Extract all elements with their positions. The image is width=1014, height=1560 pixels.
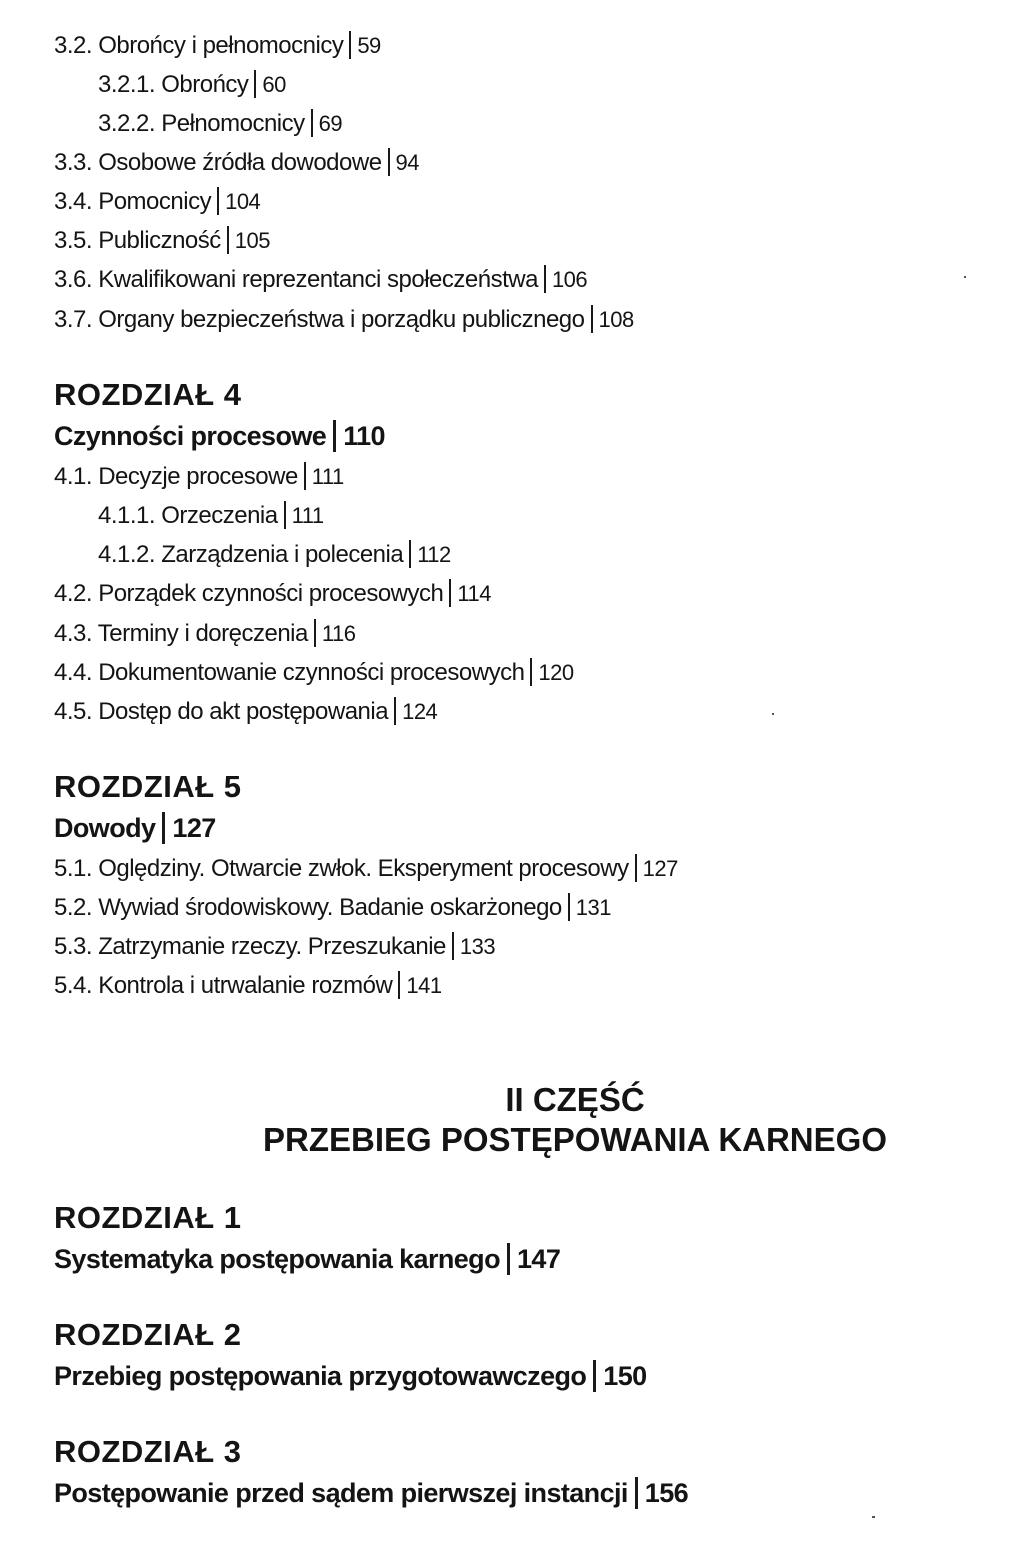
entry-label: 5.1. Oględziny. Otwarcie zwłok. Eksperyment procesowy bbox=[54, 855, 629, 882]
toc-entry bbox=[54, 305, 634, 334]
chapter-page: 147 bbox=[516, 1244, 561, 1274]
entry-label: 3.3. Osobowe źródła dowodowe bbox=[54, 149, 382, 176]
entry-page: 141 bbox=[406, 973, 442, 998]
chapter-title bbox=[54, 420, 385, 452]
toc-entry bbox=[54, 971, 442, 1000]
entry-label: 3.5. Publiczność bbox=[54, 227, 221, 254]
chapter-page: 156 bbox=[644, 1478, 689, 1508]
entry-page: 112 bbox=[417, 542, 451, 567]
separator-bar bbox=[227, 226, 229, 254]
entry-label: 3.4. Pomocnicy bbox=[54, 188, 212, 215]
entry-page: 116 bbox=[321, 621, 356, 646]
separator-bar bbox=[217, 187, 219, 215]
separator-bar bbox=[635, 1477, 638, 1509]
separator-bar bbox=[591, 305, 593, 333]
scan-speck bbox=[964, 276, 966, 278]
entry-label: 4.1. Decyzje procesowe bbox=[54, 463, 298, 490]
entry-page: 104 bbox=[225, 189, 261, 214]
toc-entry bbox=[54, 265, 587, 294]
toc-entry bbox=[98, 501, 324, 530]
chapter-heading: ROZDZIAŁ 1 bbox=[54, 1200, 242, 1235]
separator-bar bbox=[409, 540, 411, 568]
entry-page: 59 bbox=[357, 33, 381, 58]
toc-entry bbox=[54, 579, 491, 608]
chapter-title bbox=[54, 1360, 647, 1392]
entry-label: 4.4. Dokumentowanie czynności procesowych bbox=[54, 659, 525, 686]
entry-page: 120 bbox=[538, 660, 574, 685]
chapter-title bbox=[54, 1243, 560, 1275]
toc-entry bbox=[54, 854, 678, 883]
entry-page: 111 bbox=[291, 503, 324, 528]
entry-page: 133 bbox=[459, 934, 496, 959]
part-number-heading: II CZĘŚĆ bbox=[505, 1081, 645, 1118]
entry-page: 108 bbox=[598, 307, 634, 332]
separator-bar bbox=[311, 109, 313, 137]
separator-bar bbox=[593, 1360, 596, 1392]
separator-bar bbox=[162, 812, 165, 844]
chapter-heading: ROZDZIAŁ 2 bbox=[54, 1317, 242, 1352]
toc-entry bbox=[54, 932, 495, 961]
chapter-page: 150 bbox=[603, 1361, 647, 1391]
separator-bar bbox=[254, 70, 256, 98]
toc-entry bbox=[54, 619, 355, 648]
toc-entry bbox=[54, 148, 419, 177]
toc-entry bbox=[54, 462, 344, 491]
chapter-title-text: Dowody bbox=[54, 813, 156, 843]
chapter-title-text: Przebieg postępowania przygotowawczego bbox=[54, 1361, 587, 1391]
entry-label: 3.6. Kwalifikowani reprezentanci społeczeństwa bbox=[54, 266, 538, 293]
entry-label: 3.2. Obrońcy i pełnomocnicy bbox=[54, 32, 344, 59]
entry-page: 124 bbox=[402, 699, 438, 724]
chapter-title bbox=[54, 1477, 688, 1509]
entry-label: 4.3. Terminy i doręczenia bbox=[54, 620, 308, 647]
toc-entry bbox=[54, 226, 270, 255]
separator-bar bbox=[284, 501, 286, 529]
entry-page: 127 bbox=[642, 856, 678, 881]
chapter-title-text: Postępowanie przed sądem pierwszej instancji bbox=[54, 1478, 628, 1508]
scan-speck bbox=[872, 1516, 875, 1518]
toc-entry bbox=[54, 187, 260, 216]
toc-entry bbox=[98, 70, 286, 99]
chapter-title-text: Czynności procesowe bbox=[54, 421, 327, 451]
entry-page: 106 bbox=[551, 267, 588, 292]
entry-label: 3.2.2. Pełnomocnicy bbox=[98, 110, 305, 137]
separator-bar bbox=[394, 697, 396, 725]
toc-entry bbox=[54, 31, 381, 60]
entry-page: 114 bbox=[457, 581, 491, 606]
entry-page: 105 bbox=[234, 228, 270, 253]
entry-page: 131 bbox=[575, 895, 611, 920]
toc-entry bbox=[54, 658, 574, 687]
separator-bar bbox=[568, 893, 570, 921]
entry-page: 94 bbox=[395, 150, 420, 175]
entry-label: 3.7. Organy bezpieczeństwa i porządku publicznego bbox=[54, 306, 585, 333]
chapter-page: 127 bbox=[172, 813, 216, 843]
separator-bar bbox=[388, 148, 390, 176]
chapter-heading: ROZDZIAŁ 3 bbox=[54, 1434, 242, 1469]
separator-bar bbox=[507, 1243, 510, 1275]
separator-bar bbox=[449, 579, 451, 607]
entry-label: 4.2. Porządek czynności procesowych bbox=[54, 580, 444, 607]
separator-bar bbox=[349, 31, 351, 59]
separator-bar bbox=[333, 420, 336, 452]
separator-bar bbox=[398, 971, 400, 999]
entry-label: 5.3. Zatrzymanie rzeczy. Przeszukanie bbox=[54, 933, 446, 960]
separator-bar bbox=[544, 265, 546, 293]
separator-bar bbox=[530, 658, 532, 686]
entry-label: 4.1.1. Orzeczenia bbox=[98, 502, 278, 529]
separator-bar bbox=[635, 854, 637, 882]
separator-bar bbox=[304, 462, 306, 490]
chapter-title-text: Systematyka postępowania karnego bbox=[54, 1244, 500, 1274]
toc-entry bbox=[54, 893, 611, 922]
part-title-heading: PRZEBIEG POSTĘPOWANIA KARNEGO bbox=[262, 1121, 887, 1158]
chapter-heading: ROZDZIAŁ 5 bbox=[54, 769, 242, 804]
entry-label: 5.4. Kontrola i utrwalanie rozmów bbox=[54, 972, 393, 999]
toc-entry bbox=[98, 109, 342, 138]
entry-label: 4.5. Dostęp do akt postępowania bbox=[54, 698, 389, 725]
chapter-title bbox=[54, 812, 216, 844]
entry-page: 69 bbox=[318, 111, 343, 136]
toc-entry bbox=[54, 697, 437, 726]
scan-speck bbox=[772, 713, 774, 715]
entry-page: 111 bbox=[311, 464, 344, 489]
chapter-page: 110 bbox=[343, 421, 385, 451]
entry-label: 3.2.1. Obrońcy bbox=[98, 71, 249, 98]
separator-bar bbox=[314, 619, 316, 647]
chapter-heading: ROZDZIAŁ 4 bbox=[54, 377, 242, 412]
entry-label: 4.1.2. Zarządzenia i polecenia bbox=[98, 541, 404, 568]
entry-label: 5.2. Wywiad środowiskowy. Badanie oskarżonego bbox=[54, 894, 562, 921]
entry-page: 60 bbox=[262, 72, 286, 97]
separator-bar bbox=[452, 932, 454, 960]
toc-entry bbox=[98, 540, 451, 569]
